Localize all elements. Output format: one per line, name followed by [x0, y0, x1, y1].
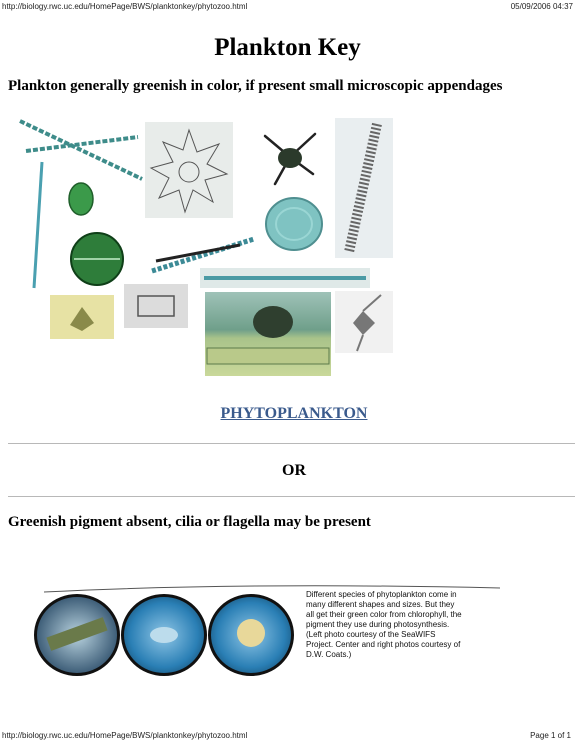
phytoplankton-link[interactable]: PHYTOPLANKTON	[220, 405, 368, 422]
divider-bottom	[8, 496, 575, 497]
divider-top	[8, 443, 575, 444]
horizontal-filament-image	[200, 268, 370, 288]
desmid-image	[66, 228, 128, 290]
footer-page-number: Page 1 of 1	[530, 731, 571, 740]
filament-colony-photo	[205, 292, 331, 376]
round-diatom-image	[263, 195, 325, 253]
star-colony-image	[145, 122, 233, 218]
zoo-description: Greenish pigment absent, cilia or flagella may be present	[8, 514, 371, 530]
yellow-specimen-image	[50, 295, 114, 339]
ribbon-diatom-image	[335, 118, 393, 258]
spined-dinoflagellate-image	[255, 122, 325, 192]
center-microscope-photo	[121, 594, 207, 676]
gray-diatom-image	[124, 284, 188, 328]
header-date: 05/09/2006 04:37	[510, 2, 573, 11]
green-cell-image	[66, 180, 96, 218]
horned-dinoflagellate-image	[335, 291, 393, 353]
footer-url: http://biology.rwc.uc.edu/HomePage/BWS/planktonkey/phytozoo.html	[2, 731, 248, 740]
photo-caption: Different species of phytoplankton come in many different shapes and sizes. But they all get their green color from chlorophyll, the pigment they use during photosynthesis. (Left photo courtesy of the SeaWIFS Project. Center and right photos courtesy of D.W. Coats.)	[306, 590, 462, 659]
right-microscope-photo	[208, 594, 294, 676]
left-microscope-photo	[34, 594, 120, 676]
filament-image	[28, 160, 48, 290]
header-url: http://biology.rwc.uc.edu/HomePage/BWS/planktonkey/phytozoo.html	[2, 2, 248, 11]
page-title: Plankton Key	[214, 34, 361, 61]
or-label: OR	[282, 462, 306, 479]
phyto-description: Plankton generally greenish in color, if present small microscopic appendages	[8, 78, 503, 94]
